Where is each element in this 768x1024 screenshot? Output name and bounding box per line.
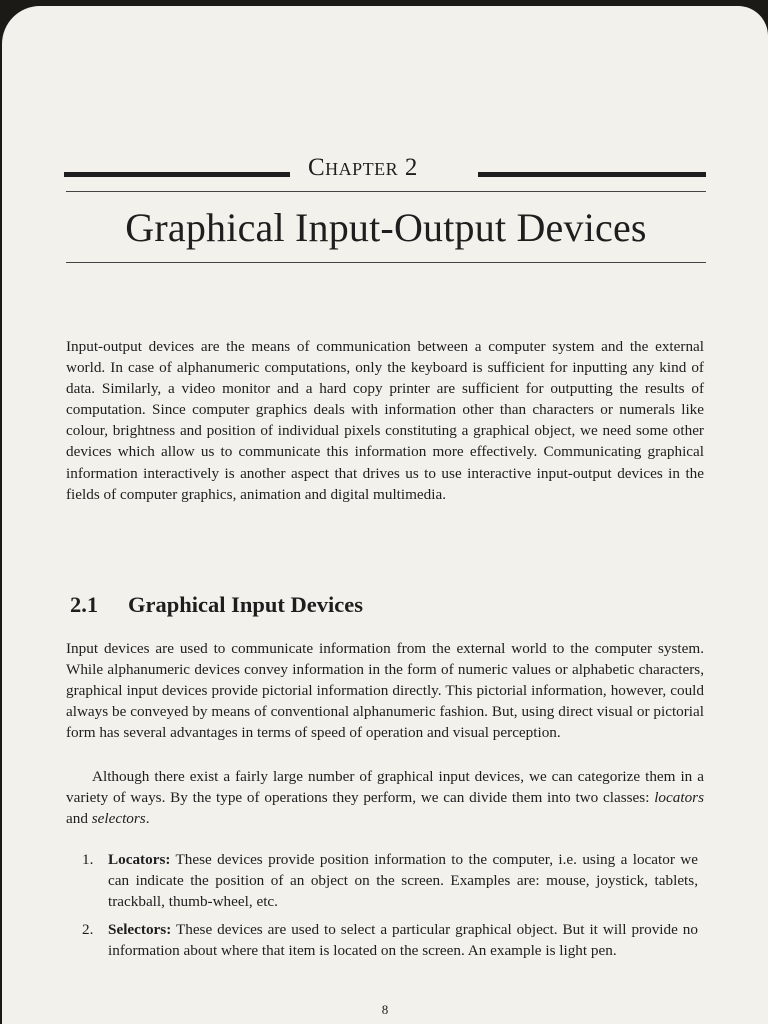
chapter-label: Chapter 2 xyxy=(308,154,418,181)
section-title: Graphical Input Devices xyxy=(128,592,364,617)
list-item-selectors xyxy=(82,919,698,961)
page-number: 8 xyxy=(381,1002,389,1017)
list-term: Selectors: xyxy=(108,921,172,938)
chapter-header xyxy=(64,152,706,181)
list-index: 2. xyxy=(82,921,94,938)
list-text: These devices provide position information to the computer, i.e. using a locator we can indicate the position of an object on the screen. Examples are: mouse, joystick, tablets, trackball, thumb-wheel, etc. xyxy=(108,851,698,910)
list-body xyxy=(108,849,698,912)
chapter-rule-left xyxy=(64,172,290,177)
section-heading xyxy=(70,592,363,618)
paragraph-2-text: Although there exist a fairly large number of graphical input devices, we can categorize them in a variety of ways. By the type of operations they perform, we can divide them into two classes: xyxy=(66,768,704,807)
sentence-end: . xyxy=(145,810,150,828)
intro-paragraph: Input-output devices are the means of communication between a computer system and the external world. In case of alphanumeric computations, only the keyboard is sufficient for inputting any kind of data. Similarly, a video monitor and a hard copy printer are sufficient for outputting the results of computation. Since computer graphics deals with information other than characters or numerals like colour, brightness and position of individual pixels constituting a graphical object, we need some other devices which allow us to communicate this information more effectively. Communicating graphical information interactively is another aspect that drives us to use interactive input-output devices in the fields of computer graphics, animation and digital multimedia. xyxy=(66,338,704,503)
title-rule-top xyxy=(66,191,706,192)
list-index: 1. xyxy=(82,851,94,868)
section-paragraph-2 xyxy=(66,766,704,829)
chapter-rule-right xyxy=(478,172,706,177)
list-body xyxy=(108,919,698,961)
book-page xyxy=(2,6,768,1024)
list-term: Locators: xyxy=(108,851,171,868)
conjunction: and xyxy=(66,810,92,828)
class-selectors: selectors xyxy=(91,810,146,828)
list-item-locators xyxy=(82,849,698,912)
section-paragraph-1: Input devices are used to communicate information from the external world to the computer system. While alphanumeric devices convey information in the form of numeric values or alphabetic characters, graphical input devices provide pictorial information directly. This pictorial information, however, could always be conveyed by means of conventional alphanumeric fashion. But, using direct visual or pictorial form has several advantages in terms of speed of operation and visual perception. xyxy=(66,640,704,742)
section-number: 2.1 xyxy=(70,592,99,617)
class-locators: locators xyxy=(654,789,704,807)
title-rule-bottom xyxy=(66,262,706,263)
list-text: These devices are used to select a particular graphical object. But it will provide no information about where that item is located on the screen. An example is light pen. xyxy=(108,921,698,959)
chapter-title: Graphical Input-Output Devices xyxy=(125,205,647,250)
